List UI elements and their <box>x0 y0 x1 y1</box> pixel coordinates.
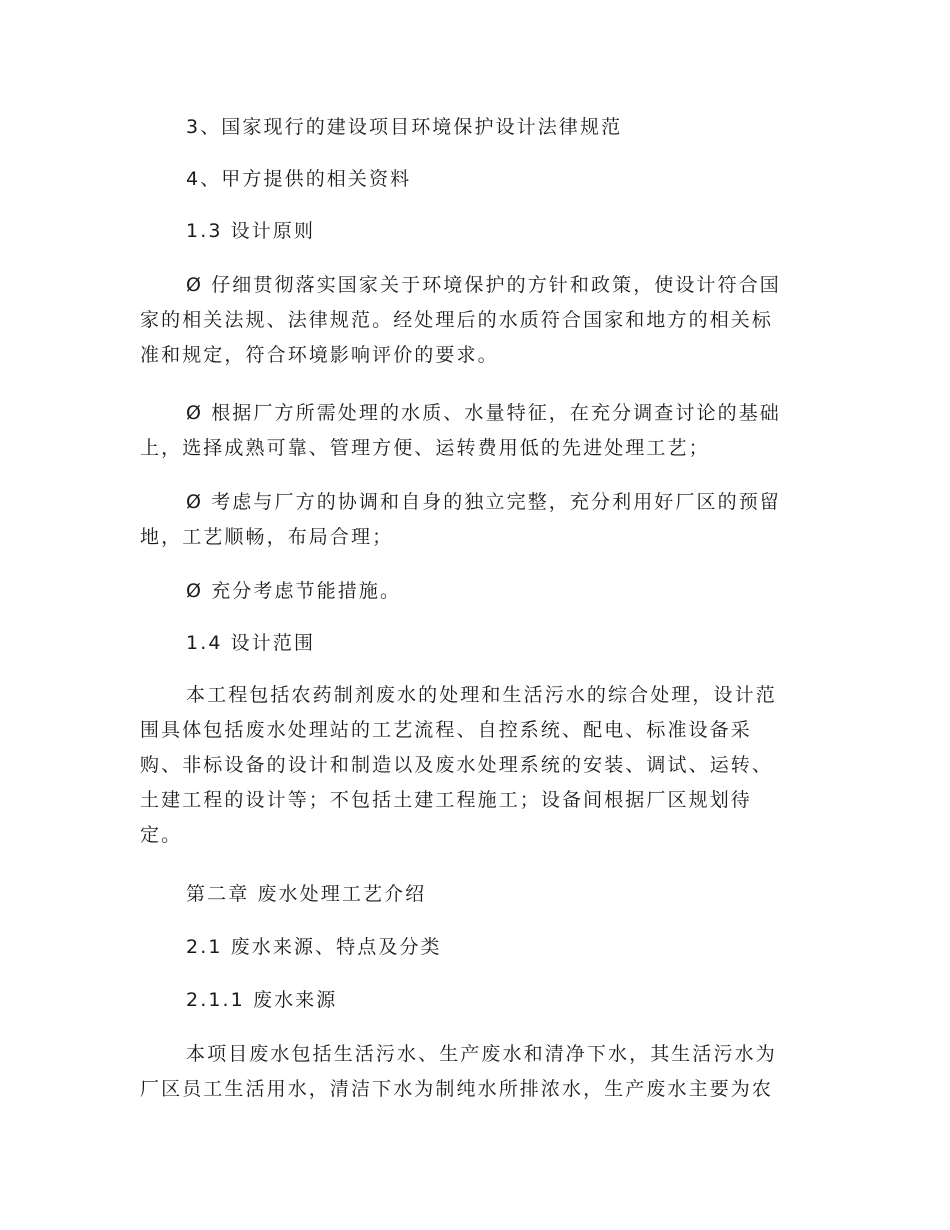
bullet-paragraph-3-line-2: 地，工艺顺畅，布局合理； <box>140 526 394 548</box>
bullet-paragraph-2-line-1: Ø 根据厂方所需处理的水质、水量特征，在充分调查讨论的基础 <box>186 402 781 424</box>
section-heading-2-1-1: 2.1.1 废水来源 <box>186 989 338 1011</box>
bullet-paragraph-4-line-1: Ø 充分考虑节能措施。 <box>186 580 402 602</box>
section-heading-1-4: 1.4 设计范围 <box>186 632 316 654</box>
scope-paragraph-line-3: 购、非标设备的设计和制造以及废水处理系统的安装、调试、运转、 <box>140 754 774 776</box>
bullet-paragraph-1-line-3: 准和规定，符合环境影响评价的要求。 <box>140 344 499 366</box>
source-paragraph-line-1: 本项目废水包括生活污水、生产废水和清净下水，其生活污水为 <box>186 1043 777 1065</box>
scope-paragraph-line-4: 土建工程的设计等；不包括土建工程施工；设备间根据厂区规划待 <box>140 789 752 811</box>
scope-paragraph-line-5: 定。 <box>140 824 183 846</box>
list-item-3: 3、国家现行的建设项目环境保护设计法律规范 <box>186 116 623 138</box>
bullet-paragraph-1-line-2: 家的相关法规、法律规范。经处理后的水质符合国家和地方的相关标 <box>140 309 774 331</box>
list-item-4: 4、甲方提供的相关资料 <box>186 168 412 190</box>
section-heading-2-1: 2.1 废水来源、特点及分类 <box>186 936 442 958</box>
source-paragraph-line-2: 厂区员工生活用水，清洁下水为制纯水所排浓水，生产废水主要为农 <box>140 1078 774 1100</box>
section-heading-1-3: 1.3 设计原则 <box>186 220 316 242</box>
scope-paragraph-line-2: 围具体包括废水处理站的工艺流程、自控系统、配电、标准设备采 <box>140 719 752 741</box>
bullet-paragraph-3-line-1: Ø 考虑与厂方的协调和自身的独立完整，充分利用好厂区的预留 <box>186 491 781 513</box>
scope-paragraph-line-1: 本工程包括农药制剂废水的处理和生活污水的综合处理，设计范 <box>186 684 777 706</box>
bullet-paragraph-2-line-2: 上，选择成熟可靠、管理方便、运转费用低的先进处理工艺； <box>140 437 710 459</box>
chapter-heading-2: 第二章 废水处理工艺介绍 <box>186 883 427 905</box>
bullet-paragraph-1-line-1: Ø 仔细贯彻落实国家关于环境保护的方针和政策，使设计符合国 <box>186 274 781 296</box>
